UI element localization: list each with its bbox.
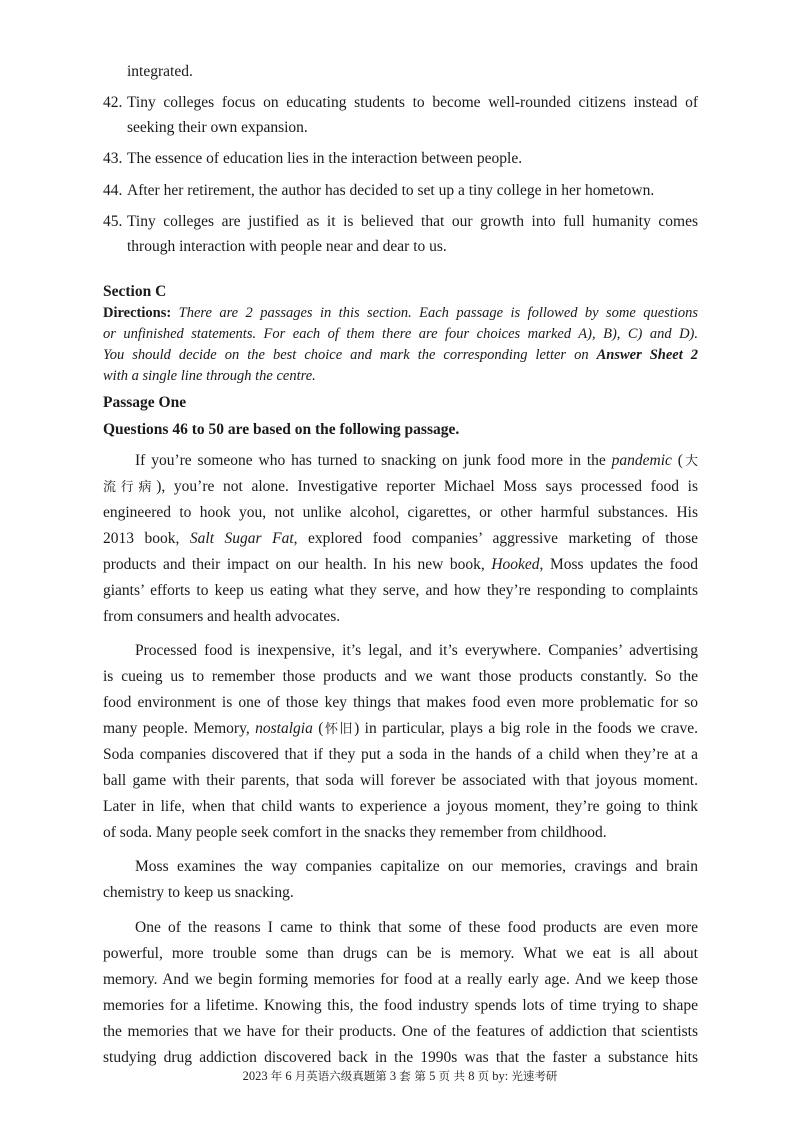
p4-line-6: studying drug addiction discovered back in the 1990s was that the faster a substance hits [103, 1049, 698, 1066]
p1-text: If you’re someone who has turned to snacking on junk food more in the [135, 452, 612, 469]
p4-line-2: powerful, more trouble some than drugs can be is memory. What we eat is all about [103, 945, 698, 962]
p4-line-4: memories for a lifetime. Knowing this, the food industry spends lots of time trying to shape [103, 997, 698, 1014]
directions-label: Directions: [103, 305, 172, 321]
statement-42-line-1: Tiny colleges focus on educating students to become well-rounded citizens instead of [127, 94, 698, 111]
p1-text: , explored food companies’ aggressive marketing of those [293, 530, 698, 547]
p1-text: products and their impact on our health. In his new book, [103, 556, 492, 573]
p1-line-5 [103, 555, 698, 575]
footer-cn-title: 月英语六级真题第 [294, 1069, 387, 1083]
p2-line-4 [103, 719, 698, 740]
p4-line-5: the memories that we have for their products. One of the features of addiction that scientists [103, 1023, 698, 1040]
footer-year: 2023 [242, 1069, 268, 1083]
statement-41-continuation: integrated. [127, 63, 193, 80]
p2-paren: ( [312, 720, 324, 737]
footer-total-pages: 8 [468, 1069, 475, 1083]
section-title: Section C [103, 283, 167, 300]
footer-cn: 页 共 [438, 1069, 466, 1083]
p2-line-5: Soda companies discovered that if they put a soda in the hands of a child when they’re at a [103, 746, 698, 763]
p1-chinese-gloss-1: 大 [682, 454, 698, 469]
p2-line-6: ball game with their parents, that soda will forever be associated with that joyous moment. [103, 772, 698, 789]
footer-by: by: [492, 1069, 509, 1083]
footer-month: 6 [285, 1069, 292, 1083]
p1-line-3: engineered to hook you, not unlike alcohol, cigarettes, or other harmful substances. His [103, 504, 698, 521]
questions-intro: Questions 46 to 50 are based on the following passage. [103, 421, 460, 438]
statement-number-42: 42. [103, 94, 123, 111]
p3-line-2: chemistry to keep us snacking. [103, 884, 294, 901]
footer-cn: 套 第 [399, 1069, 426, 1083]
p1-line-6: giants’ efforts to keep us eating what they serve, and how they’re responding to complaints [103, 582, 698, 599]
answer-sheet-label: Answer Sheet 2 [596, 347, 699, 363]
footer-cn: 年 [270, 1069, 283, 1083]
p2-line-7: Later in life, when that child wants to experience a joyous moment, they’re going to think [103, 798, 698, 815]
directions-line-3 [103, 345, 698, 365]
statement-42-line-2: seeking their own expansion. [127, 119, 308, 136]
passage-title: Passage One [103, 394, 187, 411]
p1-line-4 [103, 529, 698, 549]
p1-text: ), you’re not alone. Investigative reporter Michael Moss says processed food is [156, 478, 698, 495]
statement-45-line-2: through interaction with people near and dear to us. [127, 238, 447, 255]
p2-line-2: is cueing us to remember those products and we want those products constantly. So the [103, 668, 698, 685]
p1-line-7: from consumers and health advocates. [103, 608, 341, 625]
p1-paren: ( [671, 452, 683, 469]
p3-line-1: Moss examines the way companies capitalize on our memories, cravings and brain [135, 858, 698, 875]
p1-italic-book-title: Hooked [491, 556, 540, 573]
p2-line-8: of soda. Many people seek comfort in the snacks they remember from childhood. [103, 824, 607, 841]
directions-line-2: or unfinished statements. For each of them there are four choices marked A), B), C) and D). [103, 326, 698, 342]
p1-chinese-gloss-2: 流行病 [103, 480, 157, 495]
directions-text-3: You should decide on the best choice and mark the corresponding letter on [103, 347, 589, 363]
statement-number-44: 44. [103, 182, 123, 199]
p1-line-1 [135, 451, 698, 472]
footer-source: 光速考研 [511, 1069, 558, 1083]
p2-text: many people. Memory, [103, 720, 256, 737]
directions-line-1 [103, 303, 698, 323]
p1-text: , Moss updates the food [539, 556, 698, 573]
p2-italic-nostalgia: nostalgia [255, 720, 313, 737]
statement-number-45: 45. [103, 213, 123, 230]
footer-page-number: 5 [429, 1069, 436, 1083]
statement-44-line-1: After her retirement, the author has decided to set up a tiny college in her hometown. [127, 182, 655, 199]
directions-text-1: There are 2 passages in this section. Each passage is followed by some questions [178, 305, 699, 321]
footer-cn: 页 [477, 1069, 490, 1083]
p2-text: ) in particular, plays a big role in the foods we crave. [354, 720, 698, 737]
statement-45-line-1: Tiny colleges are justified as it is believed that our growth into full humanity comes [127, 213, 698, 230]
p1-italic-pandemic: pandemic [611, 452, 672, 469]
p4-line-3: memory. And we begin forming memories for food at a really early age. And we keep those [103, 971, 698, 988]
p2-line-3: food environment is one of those key things that makes food even more problematic for so [103, 694, 698, 711]
directions-line-4: with a single line through the centre. [103, 368, 316, 384]
p1-italic-book-title: Salt Sugar Fat [189, 530, 294, 547]
p1-text: 2013 book, [103, 530, 190, 547]
p1-line-2 [103, 477, 698, 498]
p2-line-1: Processed food is inexpensive, it’s legal, and it’s everywhere. Companies’ advertising [135, 642, 698, 659]
statement-number-43: 43. [103, 150, 123, 167]
p4-line-1: One of the reasons I came to think that some of these food products are even more [135, 919, 698, 936]
page-footer [0, 1068, 800, 1084]
footer-set-number: 3 [389, 1069, 397, 1083]
statement-43-line-1: The essence of education lies in the interaction between people. [127, 150, 523, 167]
p2-chinese-gloss: 怀旧 [323, 722, 355, 737]
